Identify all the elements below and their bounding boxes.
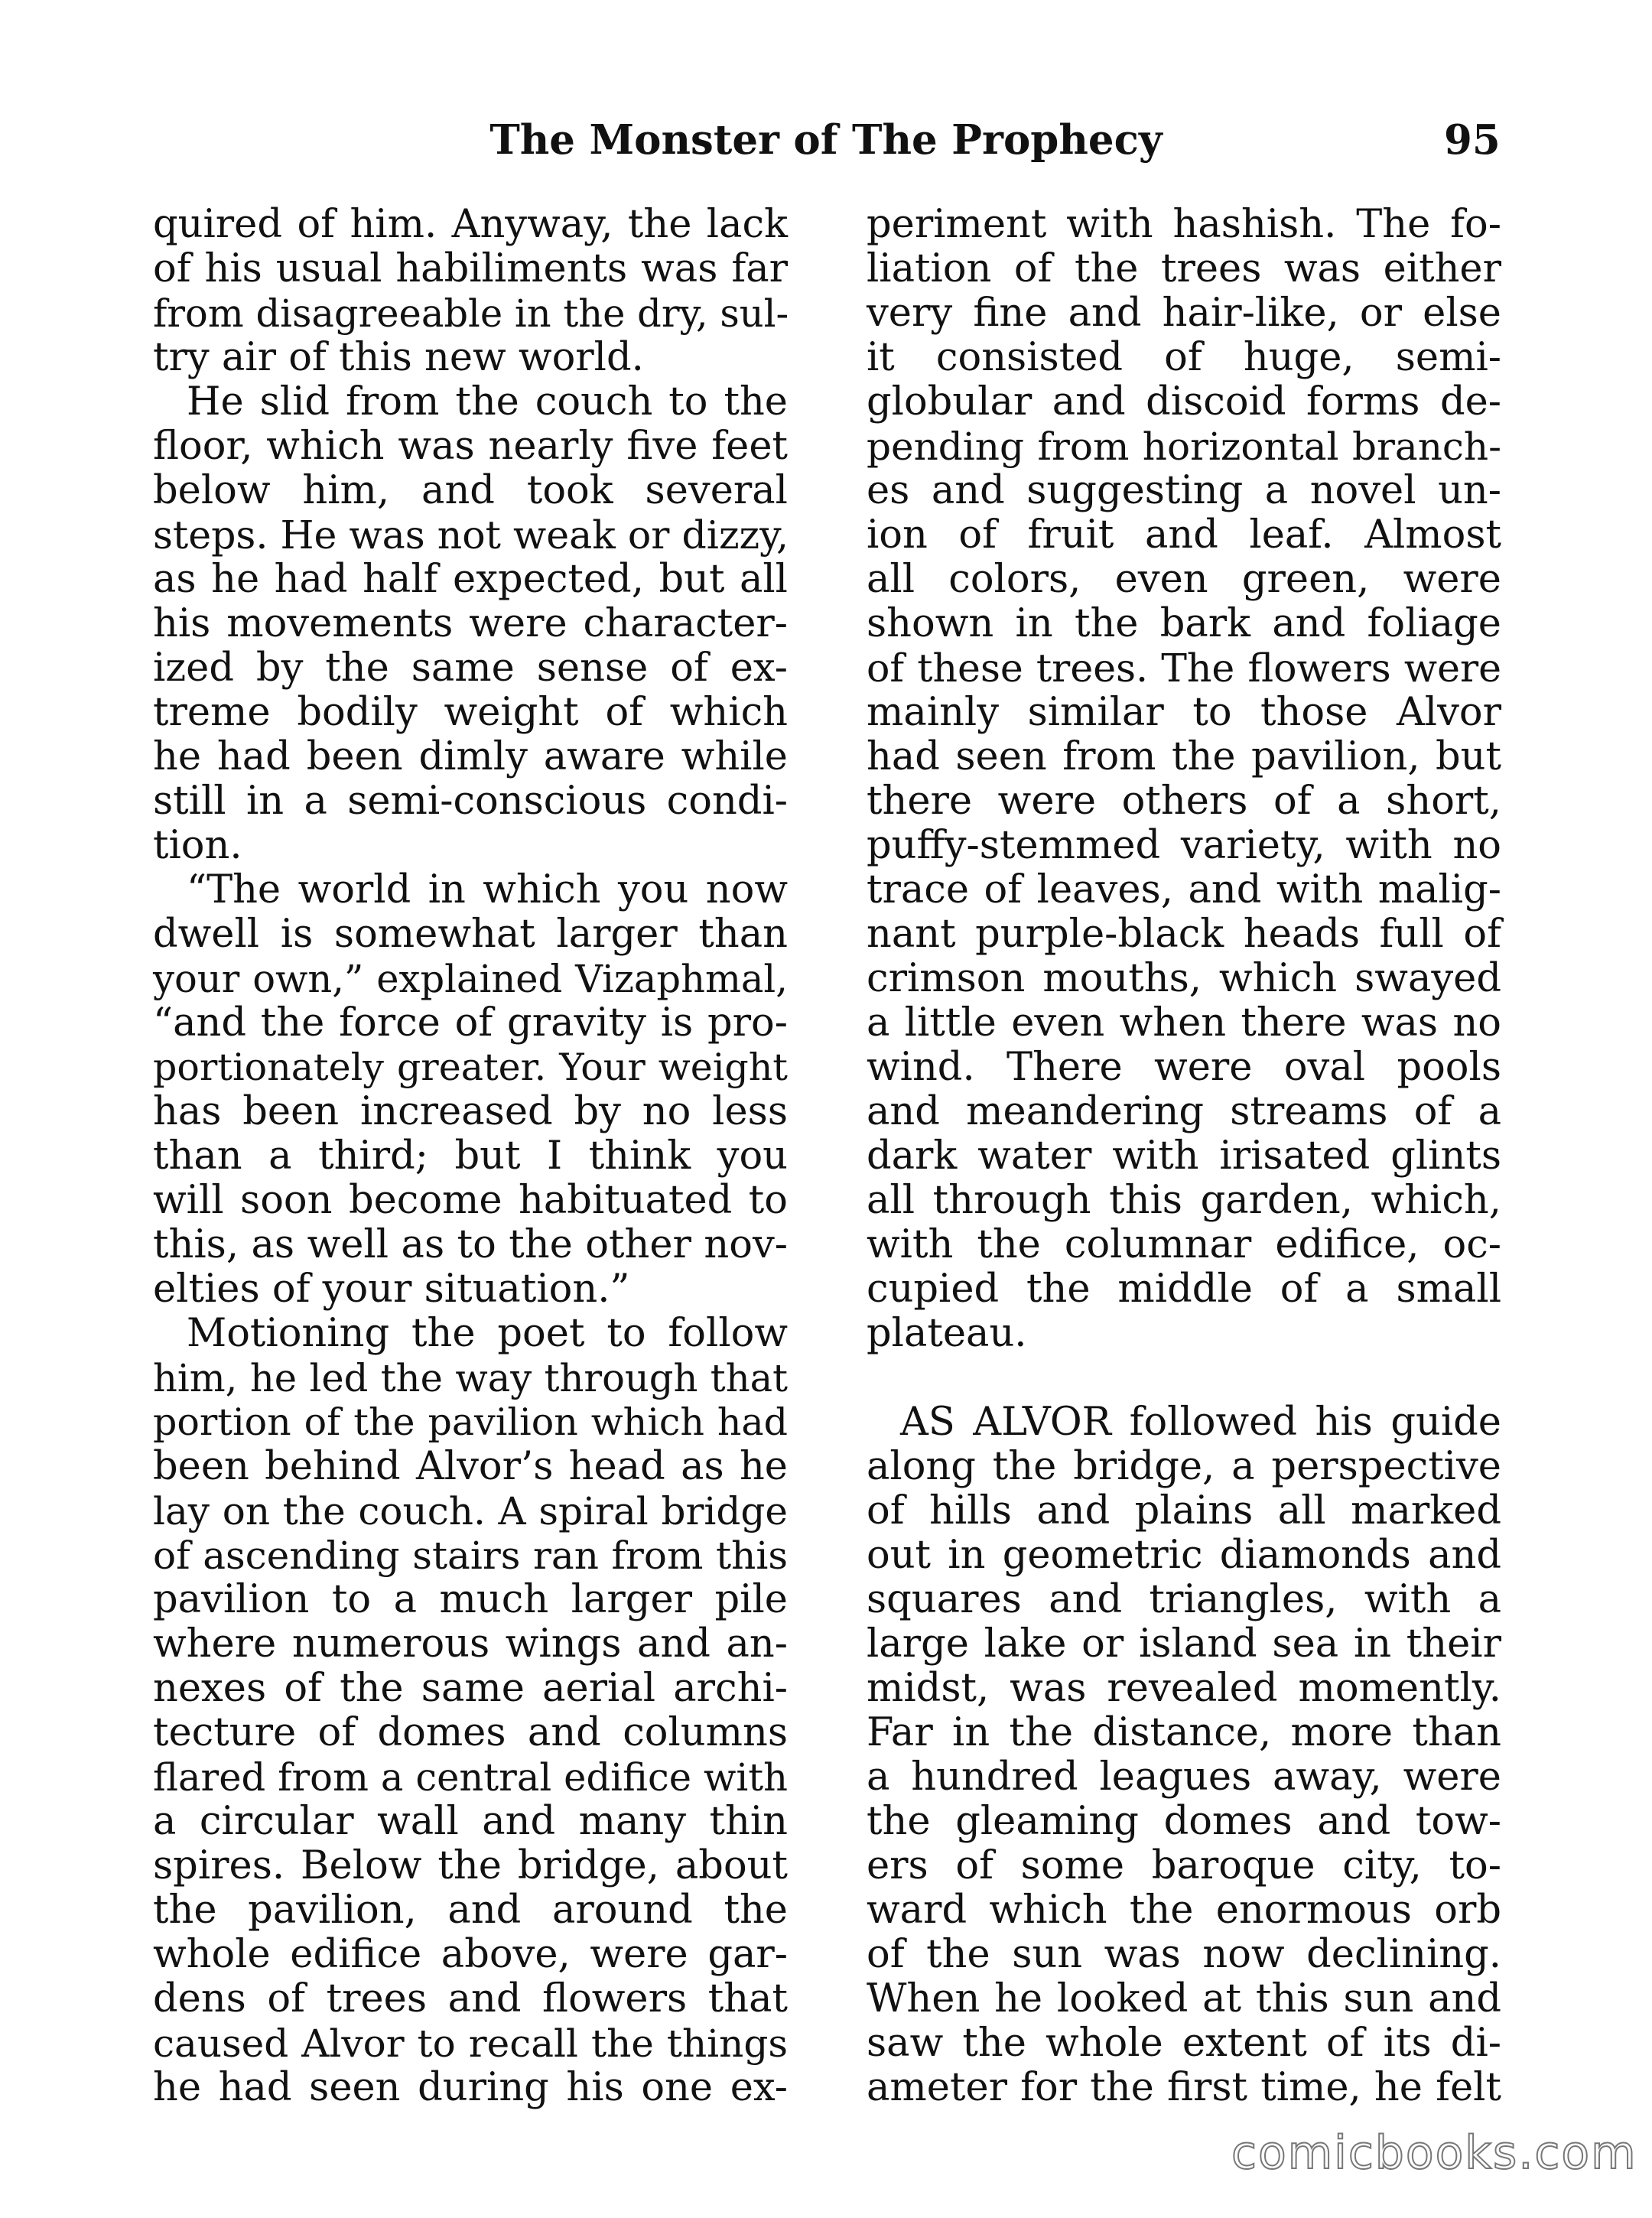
text-line: puffy-stemmed variety, with no [867, 823, 1501, 868]
text-line: it consisted of huge, semi- [867, 335, 1501, 380]
text-line: nant purple-black heads full of [867, 912, 1501, 957]
text-line: When he looked at this sun and [867, 1976, 1501, 2021]
text-line: liation of the trees was either [867, 246, 1501, 291]
text-line: with the columnar edifice, oc- [867, 1222, 1501, 1267]
text-line: globular and discoid forms de- [867, 379, 1501, 424]
text-line: dens of trees and flowers that [153, 1976, 788, 2021]
text-line: below him, and took several [153, 468, 788, 513]
text-line: whole edifice above, were gar- [153, 1932, 788, 1977]
text-line: large lake or island sea in their [867, 1621, 1501, 1667]
text-line: es and suggesting a novel un- [867, 468, 1501, 513]
text-line: of his usual habiliments was far [153, 246, 788, 291]
text-line: squares and triangles, with a [867, 1577, 1501, 1622]
text-line: steps. He was not weak or dizzy, [153, 512, 789, 558]
text-line: “The world in which you now [187, 867, 788, 912]
text-line: had seen from the pavilion, but [867, 734, 1501, 779]
text-line: portion of the pavilion which had [153, 1400, 788, 1444]
text-line: ion of fruit and leaf. Almost [867, 512, 1501, 558]
text-line: still in a semi-conscious condi- [153, 779, 788, 824]
text-line: along the bridge, a perspective [867, 1444, 1501, 1489]
text-line: and meandering streams of a [867, 1089, 1501, 1134]
text-line: pending from horizontal branch- [867, 424, 1501, 469]
text-line: dwell is somewhat larger than [153, 912, 788, 957]
text-line: mainly similar to those Alvor [867, 690, 1501, 735]
text-line: ward which the enormous orb [867, 1888, 1501, 1933]
text-line: portionately greater. Your weight [153, 1046, 788, 1089]
text-line: his movements were character- [153, 601, 788, 646]
text-line: pavilion to a much larger pile [153, 1577, 788, 1622]
text-line: has been increased by no less [153, 1089, 788, 1134]
text-line: than a third; but I think you [153, 1133, 788, 1179]
text-line: a hundred leagues away, were [867, 1755, 1501, 1800]
text-line: elties of your situation.” [153, 1267, 630, 1312]
text-line: wind. There were oval pools [867, 1045, 1501, 1090]
text-line: trace of leaves, and with malig- [867, 867, 1501, 912]
text-line: him, he led the way through that [153, 1356, 788, 1400]
text-line: a circular wall and many thin [153, 1799, 788, 1844]
text-line: He slid from the couch to the [187, 379, 788, 424]
text-line: try air of this new world. [153, 335, 644, 380]
text-line: Far in the distance, more than [867, 1710, 1501, 1755]
text-line: ers of some baroque city, to- [867, 1843, 1501, 1888]
text-line: all colors, even green, were [867, 557, 1501, 602]
text-line: periment with hashish. The fo- [867, 202, 1501, 247]
text-line: this, as well as to the other nov- [153, 1222, 788, 1267]
text-line: AS ALVOR followed his guide [900, 1400, 1501, 1445]
text-column-right [867, 203, 1501, 2110]
text-line: Motioning the poet to follow [187, 1311, 788, 1356]
text-line: your own,” explained Vizaphmal, [153, 957, 788, 1001]
text-line: there were others of a short, [867, 779, 1501, 824]
text-line: quired of him. Anyway, the lack [153, 202, 788, 247]
text-column-left [153, 203, 788, 2110]
text-line: the pavilion, and around the [153, 1888, 788, 1933]
text-line: shown in the bark and foliage [867, 601, 1501, 646]
page-number: 95 [1444, 116, 1501, 164]
text-line: very fine and hair-like, or else [867, 291, 1501, 336]
text-line: plateau. [867, 1311, 1027, 1356]
text-line: lay on the couch. A spiral bridge [153, 1489, 788, 1533]
text-line: of hills and plains all marked [867, 1488, 1501, 1533]
text-line: he had been dimly aware while [153, 734, 788, 779]
text-line: the gleaming domes and tow- [867, 1799, 1501, 1844]
text-line: all through this garden, which, [867, 1178, 1501, 1223]
text-line: a little even when there was no [867, 1000, 1501, 1046]
text-line: of these trees. The flowers were [867, 646, 1501, 691]
text-line: spires. Below the bridge, about [153, 1843, 788, 1888]
text-line: caused Alvor to recall the things [153, 2021, 788, 2066]
text-line: will soon become habituated to [153, 1178, 788, 1223]
text-line: tion. [153, 823, 242, 868]
text-line: as he had half expected, but all [153, 557, 788, 602]
text-line: midst, was revealed momently. [867, 1666, 1501, 1711]
text-line: been behind Alvor’s head as he [153, 1444, 788, 1489]
text-line: “and the force of gravity is pro- [153, 1000, 788, 1046]
text-line: saw the whole extent of its di- [867, 2021, 1501, 2066]
text-line: where numerous wings and an- [153, 1621, 788, 1667]
text-line: treme bodily weight of which [153, 690, 788, 735]
text-line: of ascending stairs ran from this [153, 1533, 788, 1578]
text-line: nexes of the same aerial archi- [153, 1666, 788, 1711]
text-line: floor, which was nearly five feet [153, 424, 788, 469]
text-line: dark water with irisated glints [867, 1133, 1501, 1179]
text-line: he had seen during his one ex- [153, 2065, 788, 2110]
text-line: from disagreeable in the dry, sul- [153, 291, 789, 336]
text-line: crimson mouths, which swayed [867, 956, 1501, 1001]
page-title: The Monster of The Prophecy [489, 116, 1163, 164]
text-line: ized by the same sense of ex- [153, 646, 788, 691]
watermark-logo: comicbooks.com [1231, 2126, 1637, 2180]
text-line [867, 1356, 1501, 1400]
text-line: cupied the middle of a small [867, 1267, 1501, 1312]
text-line: flared from a central edifice with [153, 1755, 788, 1800]
text-line: of the sun was now declining. [867, 1932, 1501, 1977]
text-line: tecture of domes and columns [153, 1710, 788, 1755]
text-line: out in geometric diamonds and [867, 1533, 1501, 1578]
text-line: ameter for the first time, he felt [867, 2065, 1501, 2110]
